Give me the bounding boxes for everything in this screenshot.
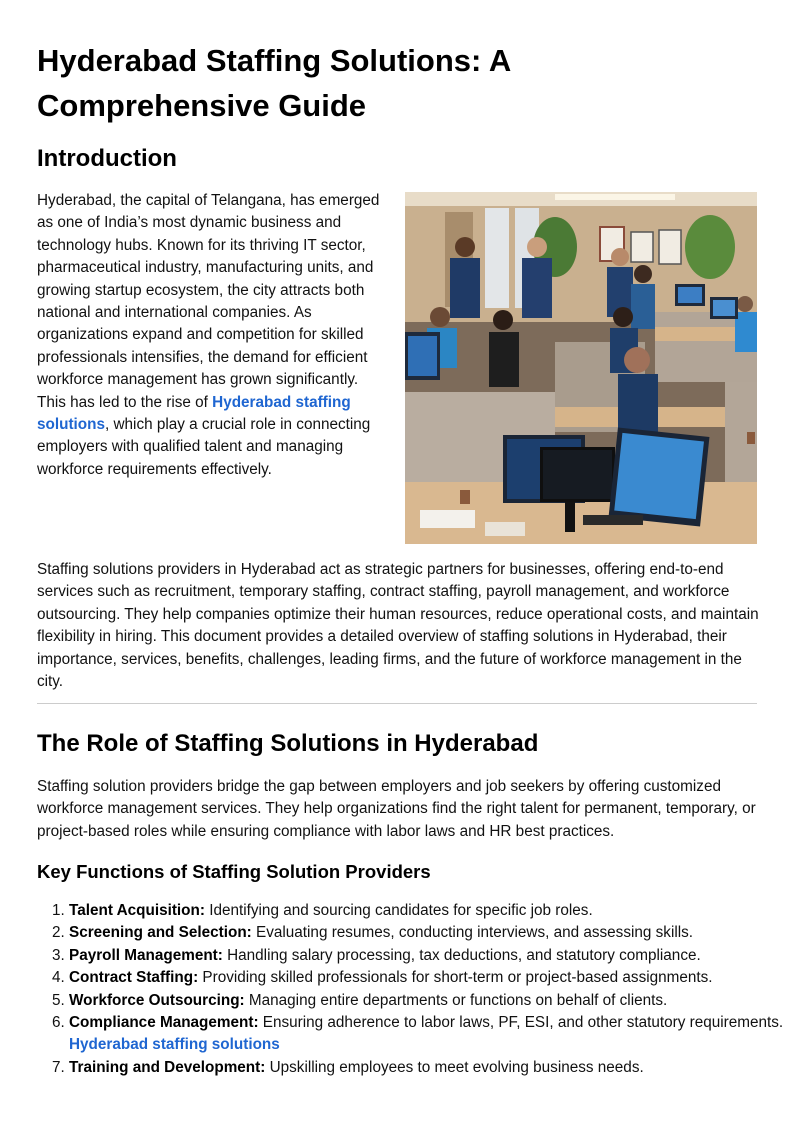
compliance-staffing-link[interactable]: Hyderabad staffing solutions xyxy=(69,1036,280,1054)
role-section-heading: The Role of Staffing Solutions in Hyderabad xyxy=(37,730,539,757)
function-term: Workforce Outsourcing: xyxy=(69,991,245,1009)
section-divider xyxy=(37,703,757,704)
introduction-heading: Introduction xyxy=(37,145,177,172)
office-photo xyxy=(405,192,757,544)
function-term: Payroll Management: xyxy=(69,946,223,964)
role-paragraph: Staffing solution providers bridge the gap between employers and job seekers by offering customized workforce management services. They help organizations find the right talent for permanent, temporary, or project-based roles while ensuring compliance with labor laws and HR best practices. xyxy=(37,778,756,840)
function-description: Handling salary processing, tax deductions, and statutory compliance. xyxy=(222,946,701,964)
function-term: Screening and Selection: xyxy=(69,924,252,942)
list-item xyxy=(69,945,784,967)
list-item xyxy=(69,922,784,944)
function-description: Managing entire departments or functions on behalf of clients. xyxy=(244,991,668,1009)
function-term: Talent Acquisition: xyxy=(69,902,205,919)
function-description: Identifying and sourcing candidates for specific job roles. xyxy=(204,902,593,919)
function-description: Ensuring adherence to labor laws, PF, ESI, and other statutory requirements. xyxy=(258,1014,784,1032)
document-title: Hyderabad Staffing Solutions: A Comprehensive Guide xyxy=(37,43,511,123)
function-description: Upskilling employees to meet evolving business needs. xyxy=(265,1058,644,1076)
list-item xyxy=(69,1012,784,1057)
intro-text-start: Hyderabad, the capital of Telangana, has emerged as one of India’s most dynamic business and technology hubs. Known for its thriving IT sector, pharmaceutical industry, manufacturing units, and growing startup ecosystem, the city attracts both national and international companies. As organizations expand and competition for skilled professionals intensifies, the demand for efficient workforce management has grown significantly. This has led to the rise of xyxy=(37,192,380,411)
key-functions-list xyxy=(37,900,784,1079)
intro-text-end: , which play a crucial role in connecting employers with qualified talent and managing workforce requirements effectively. xyxy=(37,416,371,478)
function-term: Contract Staffing: xyxy=(69,969,199,987)
function-term: Compliance Management: xyxy=(69,1014,259,1032)
list-item xyxy=(69,900,784,922)
function-description: Evaluating resumes, conducting interviews, and assessing skills. xyxy=(251,924,694,942)
list-item xyxy=(69,967,784,989)
hyderabad-staffing-link[interactable]: Hyderabad staffing solutions xyxy=(37,393,351,434)
function-description: Providing skilled professionals for short-term or project-based assignments. xyxy=(198,969,713,987)
function-term: Training and Development: xyxy=(69,1058,266,1076)
overview-paragraph: Staffing solutions providers in Hyderabad act as strategic partners for businesses, offering end-to-end services such as recruitment, temporary staffing, contract staffing, payroll management, and workforce outsourcing. They help companies optimize their human resources, reduce operational costs, and maintain flexibility in hiring. This document provides a detailed overview of staffing solutions in Hyderabad, their importance, services, benefits, challenges, leading firms, and the future of workforce management in the city. xyxy=(37,561,759,691)
list-item xyxy=(69,990,784,1012)
introduction-paragraph xyxy=(37,190,387,481)
list-item xyxy=(69,1057,784,1079)
key-functions-heading: Key Functions of Staffing Solution Providers xyxy=(37,861,431,882)
